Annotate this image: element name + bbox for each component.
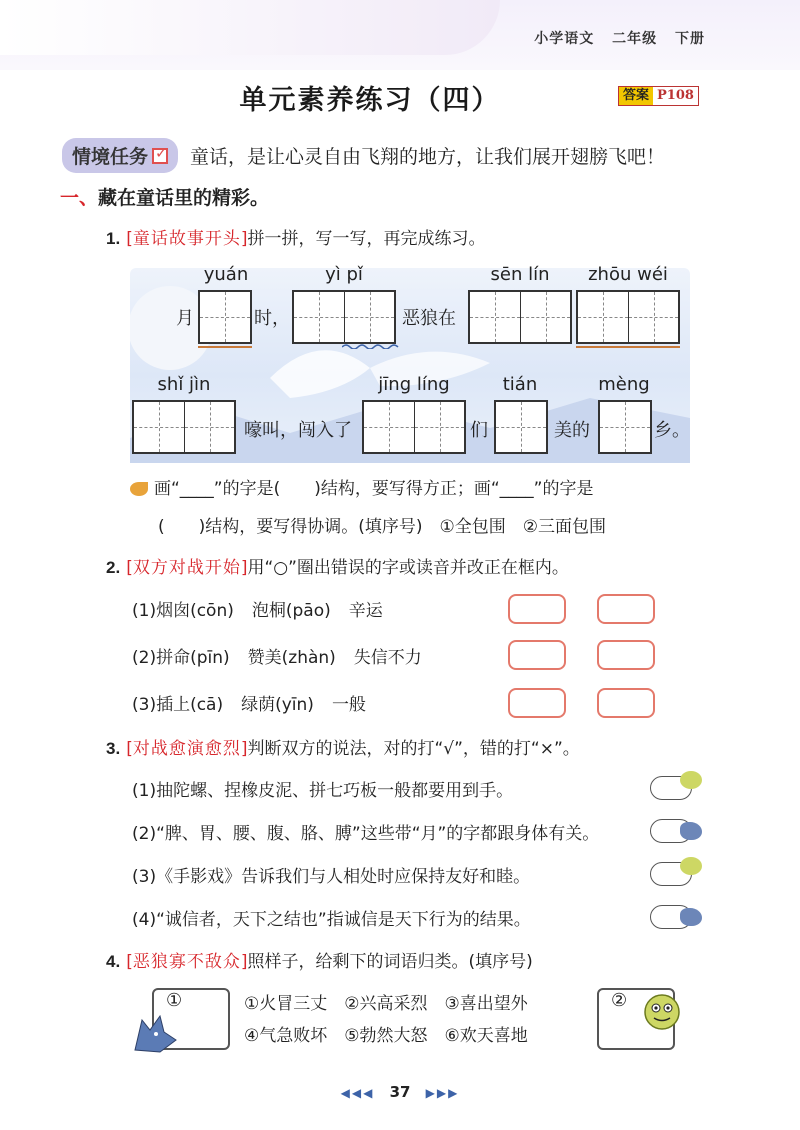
question-text: 拼一拼，写一写，再完成练习。 — [247, 229, 486, 249]
question-text: 照样子，给剩下的词语归类。(填序号) — [247, 952, 533, 972]
question-3 — [106, 734, 580, 759]
q2-row-1 — [132, 596, 401, 621]
note-text-1: 画“____”的字是( )结构，要写得方正；画“____”的字是 — [154, 479, 594, 499]
answer-reference — [618, 86, 699, 106]
writing-grid-5[interactable] — [132, 400, 236, 454]
q2-item: 辛运 — [348, 601, 383, 621]
correction-box[interactable] — [597, 640, 655, 670]
page-num-text: 37 — [389, 1083, 411, 1101]
judge-item-2: (2)“脾、胃、腰、腹、胳、膊”这些带“月”的字都跟身体有关。 — [132, 824, 600, 844]
q2-row-3 — [132, 690, 384, 715]
q2-item: 一般 — [331, 695, 366, 715]
judge-item-3: (3)《手影戏》告诉我们与人相处时应保持友好和睦。 — [132, 867, 531, 887]
bracket-open: [ — [126, 558, 133, 578]
page-title: 单元素养练习（四） — [239, 85, 501, 116]
bracket-close: ] — [240, 558, 248, 578]
word-choices — [244, 988, 528, 1052]
underline-marker — [198, 346, 252, 348]
check-icon — [152, 148, 168, 164]
q2-row-2 — [132, 643, 440, 668]
question-number: 2. — [106, 558, 121, 577]
section-text: 藏在童话里的精彩。 — [98, 187, 270, 209]
question-tag: 童话故事开头 — [132, 229, 241, 249]
question-4 — [106, 947, 533, 972]
scene-tag-label: 情境任务 — [72, 146, 149, 168]
scene-text: 童话，是让心灵自由飞翔的地方，让我们展开翅膀飞吧！ — [190, 146, 666, 168]
wavy-underline-marker — [342, 343, 402, 349]
q2-item: 赞美(zhàn) — [247, 648, 336, 668]
question-tag: 对战愈演愈烈 — [132, 739, 241, 759]
sort-box-label: ② — [611, 990, 628, 1011]
bracket-open: [ — [126, 229, 133, 249]
word-5: 们 — [470, 420, 488, 441]
underline-marker — [576, 346, 680, 348]
green-monster-icon — [640, 990, 684, 1032]
scene-task — [62, 138, 665, 173]
right-arrows-icon: ▶▶▶ — [425, 1086, 460, 1100]
q2-item: (2)拼命(pīn) — [132, 648, 230, 668]
q1-note-line-2: ( )结构，要写得协调。(填序号) ①全包围 ②三面包围 — [158, 517, 607, 537]
pinyin-6: jīng líng — [378, 374, 450, 395]
q2-item: 绿荫(yīn) — [241, 695, 314, 715]
green-monster-icon — [680, 857, 702, 875]
question-text: 用“○”圈出错误的字或读音并改正在框内。 — [247, 558, 569, 578]
subject: 小学语文 — [534, 31, 595, 47]
question-2 — [106, 553, 569, 578]
bracket-close: ] — [240, 739, 248, 759]
pen-icon — [130, 482, 148, 496]
section-number: 一、 — [60, 187, 99, 209]
wolf-icon — [680, 908, 702, 926]
bracket-open: [ — [126, 952, 133, 972]
bracket-open: [ — [126, 739, 133, 759]
correction-box[interactable] — [508, 640, 566, 670]
bird-icon — [270, 350, 370, 398]
correction-box[interactable] — [597, 594, 655, 624]
q2-item: 泡桐(pāo) — [251, 601, 331, 621]
question-tag: 恶狼寡不敌众 — [132, 952, 241, 972]
book-info — [522, 28, 705, 48]
bracket-close: ] — [240, 952, 248, 972]
left-arrows-icon: ◀◀◀ — [340, 1086, 375, 1100]
pinyin-3: sēn lín — [490, 264, 550, 285]
wolf-icon — [680, 822, 702, 840]
q2-item: (1)烟囱(cōn) — [132, 601, 234, 621]
answer-label: 答案 — [619, 87, 653, 105]
judge-item-1: (1)抽陀螺、捏橡皮泥、拼七巧板一般都要用到手。 — [132, 781, 514, 801]
sort-box-label: ① — [166, 990, 183, 1011]
grade: 二年级 — [612, 31, 658, 47]
choices-line-1: ①火冒三丈 ②兴高采烈 ③喜出望外 — [244, 994, 528, 1014]
writing-grid-6[interactable] — [362, 400, 466, 454]
writing-grid-7[interactable] — [494, 400, 548, 454]
green-monster-icon — [680, 771, 702, 789]
page-number — [0, 1083, 800, 1101]
pinyin-4: zhōu wéi — [588, 264, 668, 285]
answer-page: P108 — [657, 88, 694, 103]
correction-box[interactable] — [508, 594, 566, 624]
question-number: 1. — [106, 229, 121, 248]
bracket-close: ] — [240, 229, 248, 249]
pinyin-7: tián — [502, 374, 538, 395]
question-tag: 双方对战开始 — [132, 558, 241, 578]
pinyin-2: yì pǐ — [325, 264, 363, 285]
pinyin-1: yuán — [203, 264, 249, 285]
word-6: 美的 — [554, 420, 590, 441]
q2-item: (3)插上(cā) — [132, 695, 224, 715]
term: 下册 — [675, 31, 705, 47]
word-4: 嚎叫，闯入了 — [244, 420, 352, 441]
judge-item-4: (4)“诚信者，天下之结也”指诚信是天下行为的结果。 — [132, 910, 531, 930]
wolf-icon — [130, 1010, 180, 1056]
choices-line-2: ④气急败坏 ⑤勃然大怒 ⑥欢天喜地 — [244, 1026, 528, 1046]
correction-box[interactable] — [508, 688, 566, 718]
q1-note-line-1 — [130, 474, 594, 499]
word-2: 时， — [254, 308, 290, 329]
q2-item: 失信不力 — [353, 648, 422, 668]
writing-grid-2[interactable] — [292, 290, 396, 344]
word-7: 乡。 — [654, 420, 690, 441]
question-number: 3. — [106, 739, 121, 758]
question-text: 判断双方的说法，对的打“√”，错的打“×”。 — [247, 739, 580, 759]
pinyin-5: shǐ jìn — [157, 374, 211, 395]
question-number: 4. — [106, 952, 121, 971]
scene-tag — [62, 138, 178, 173]
writing-grid-1[interactable] — [198, 290, 252, 344]
writing-grid-3[interactable] — [468, 290, 572, 344]
question-1 — [106, 224, 485, 249]
pinyin-8: mèng — [598, 374, 650, 395]
word-3: 恶狼在 — [402, 308, 456, 329]
writing-grid-4[interactable] — [576, 290, 680, 344]
word-1: 月 — [176, 308, 194, 329]
correction-box[interactable] — [597, 688, 655, 718]
writing-grid-8[interactable] — [598, 400, 652, 454]
section-heading — [60, 183, 269, 210]
